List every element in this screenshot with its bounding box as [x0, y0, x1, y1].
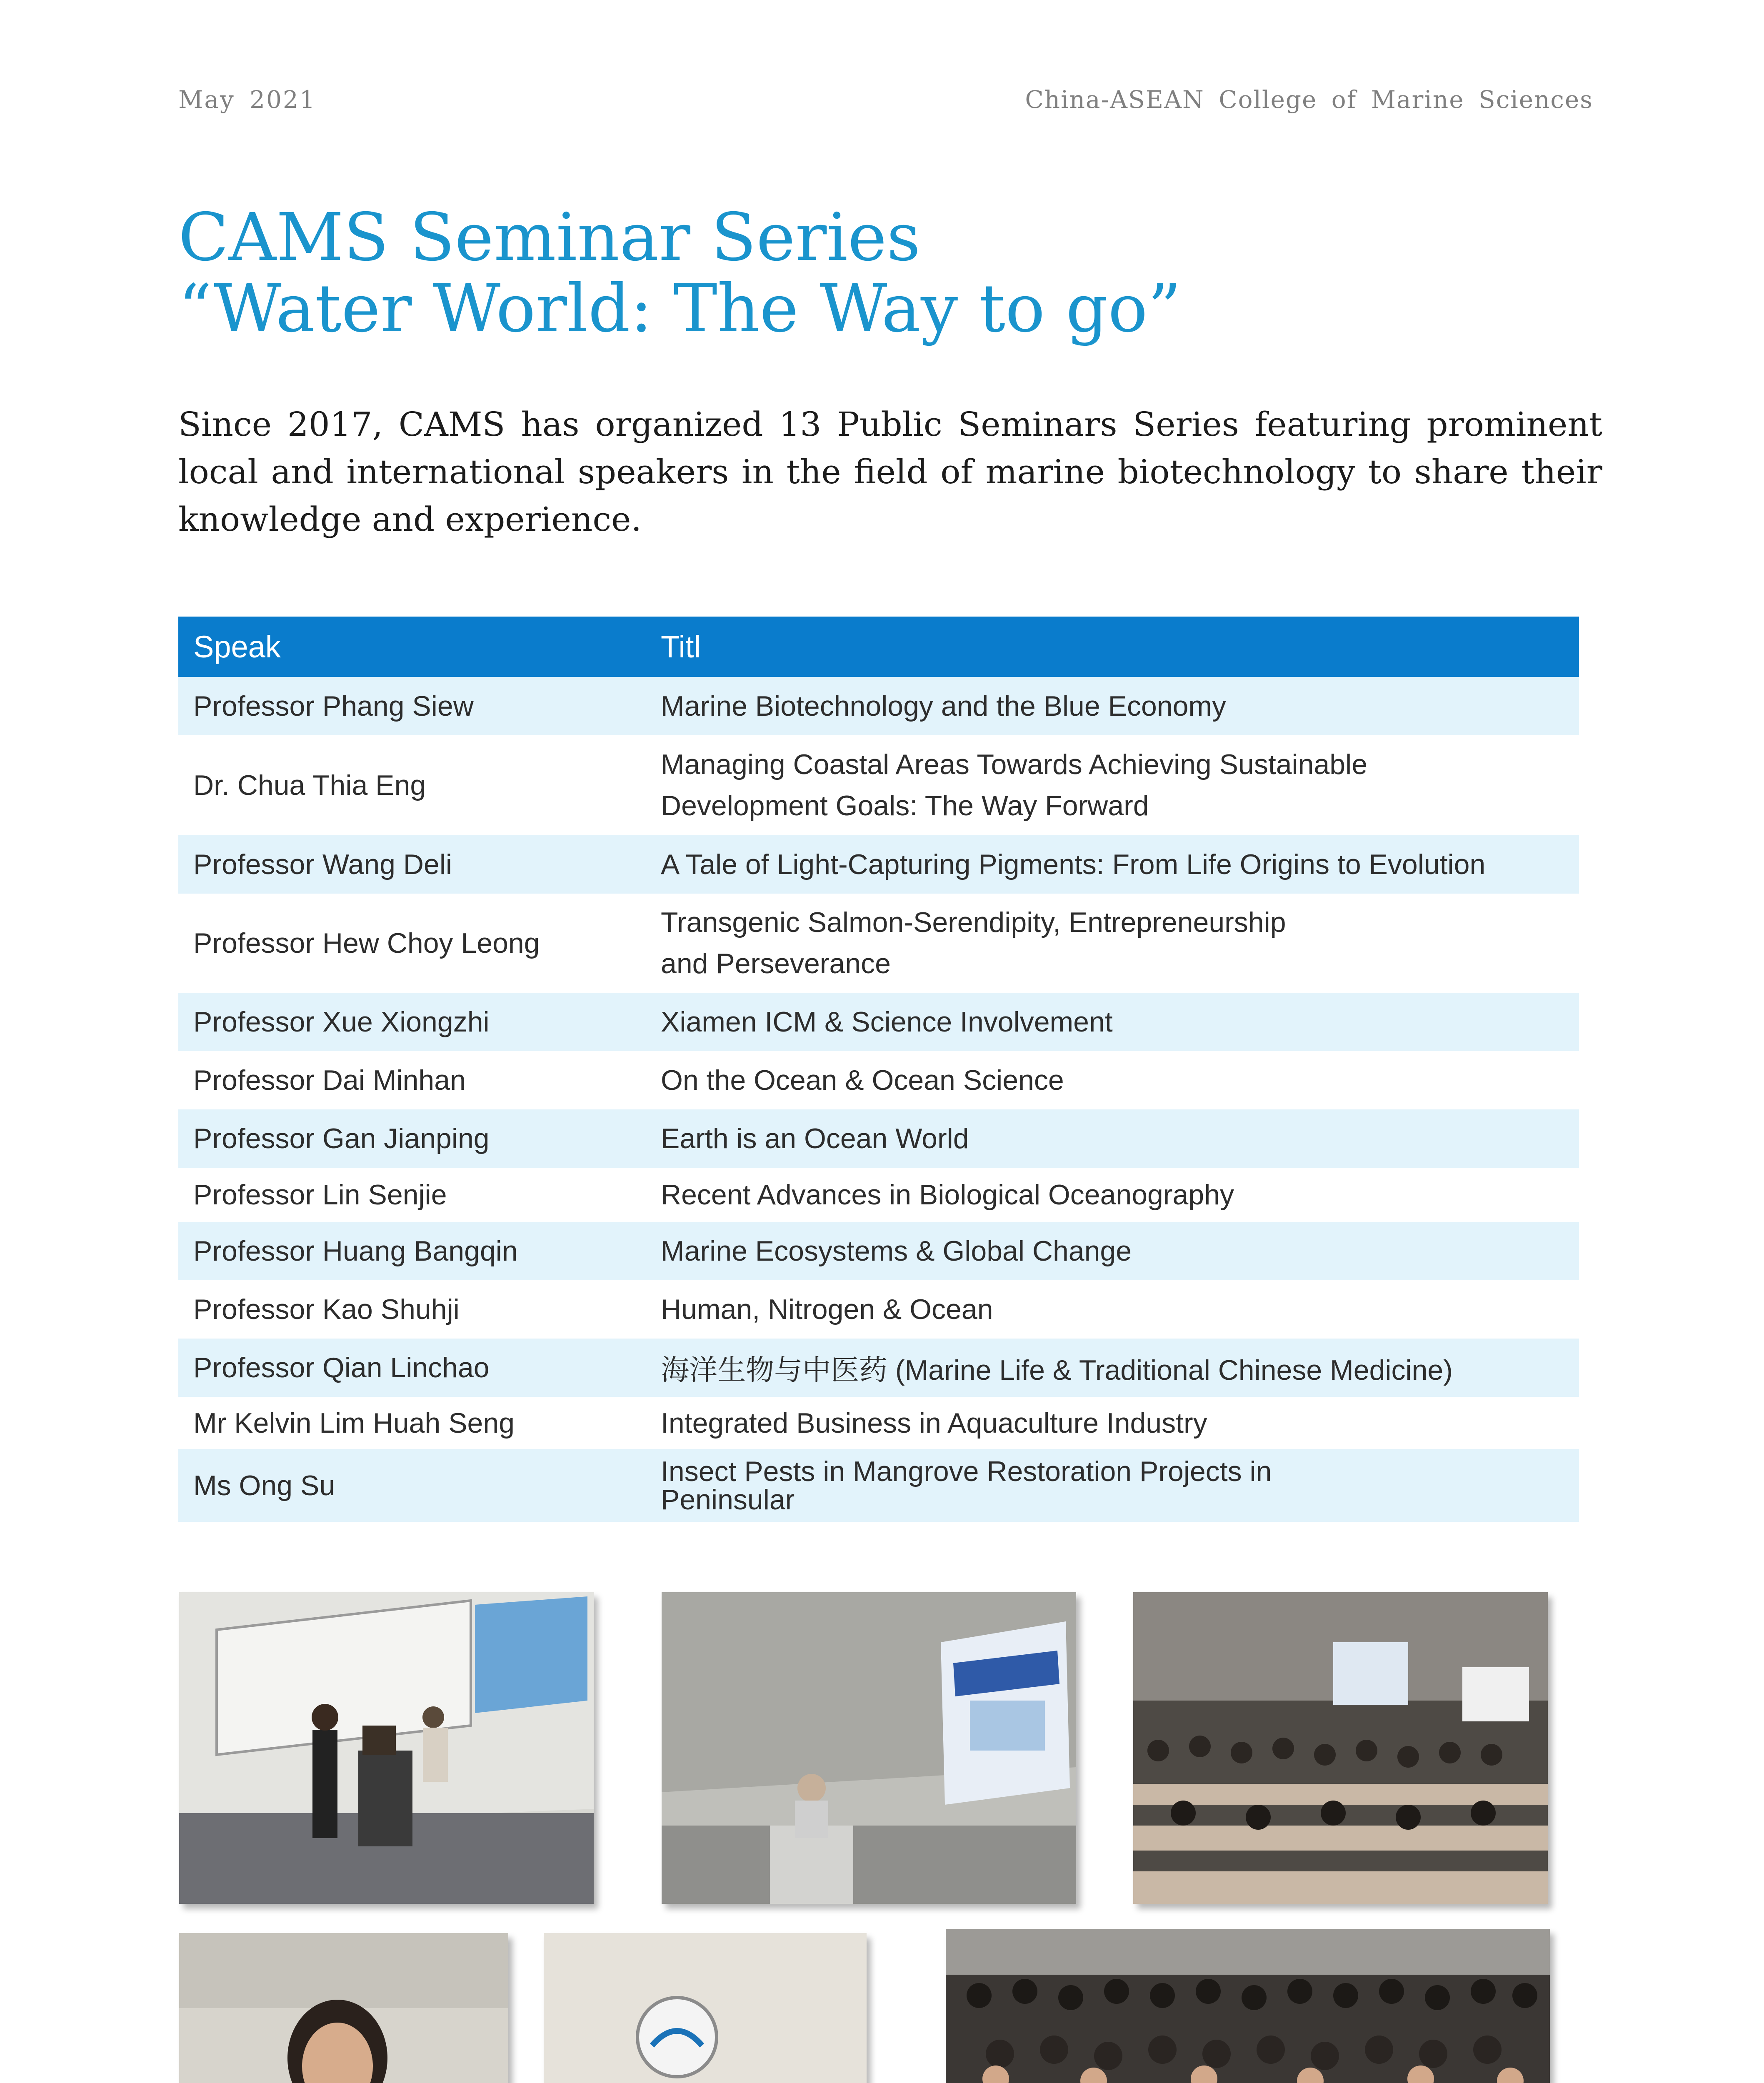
table-row [178, 1397, 1579, 1449]
table-row [178, 1168, 1579, 1222]
speaker-cell: Dr. Chua Thia Eng [193, 769, 426, 801]
title-cell: Human, Nitrogen & Ocean [661, 1294, 993, 1325]
seminar-table [178, 617, 1579, 1522]
table-row [178, 677, 1579, 735]
title-cell: Recent Advances in Biological Oceanography [661, 1179, 1234, 1211]
table-row [178, 1051, 1579, 1109]
title-cell [646, 1449, 1579, 1522]
table-row [178, 1449, 1579, 1522]
header-organization: China-ASEAN College of Marine Sciences [1025, 85, 1593, 114]
speaker-cell: Ms Ong Su [178, 1449, 646, 1522]
title-cell: Marine Biotechnology and the Blue Economy [646, 677, 1579, 735]
speaker-cell: Professor Kao Shuhji [193, 1294, 460, 1325]
speaker-cell: Professor Phang Siew [178, 677, 646, 735]
page-title [178, 199, 1182, 347]
seminar-photo-award-presentation [544, 1933, 867, 2083]
intro-paragraph: Since 2017, CAMS has organized 13 Public Seminars Series featuring prominent local and international speakers in the field of marine biotechnology to share their knowledge and experience. [178, 405, 1602, 539]
table-row [178, 993, 1579, 1051]
seminar-photo-lecture-room [179, 1592, 594, 1904]
seminar-photo-speaker-microphone [179, 1933, 508, 2083]
title-cell: Marine Ecosystems & Global Change [646, 1222, 1579, 1280]
title-cell: Xiamen ICM & Science Involvement [646, 993, 1579, 1051]
title-cell [646, 735, 1579, 835]
title-line: Transgenic Salmon-Serendipity, Entrepreneurship [661, 907, 1286, 939]
title-line: Peninsular [661, 1484, 795, 1516]
title-line: and Perseverance [661, 948, 891, 979]
table-row [178, 1109, 1579, 1168]
speaker-cell: Professor Hew Choy Leong [193, 927, 540, 959]
title-line-1: CAMS Seminar Series [178, 199, 921, 276]
title-cell: 海洋生物与中医药 (Marine Life & Traditional Chinese Medicine) [646, 1339, 1579, 1397]
speaker-cell: Professor Dai Minhan [193, 1064, 466, 1096]
speaker-cell: Professor Wang Deli [178, 835, 646, 894]
title-line: Insect Pests in Mangrove Restoration Projects in [661, 1455, 1272, 1487]
header-date: May 2021 [178, 85, 316, 114]
seminar-photo-audience [1133, 1592, 1548, 1904]
title-cell [646, 894, 1579, 993]
table-row [178, 894, 1579, 993]
table-row [178, 1222, 1579, 1280]
table-row [178, 835, 1579, 894]
header-title: Titl [646, 617, 1579, 677]
speaker-cell: Professor Lin Senjie [193, 1179, 447, 1211]
title-cell: A Tale of Light-Capturing Pigments: From Life Origins to Evolution [646, 835, 1579, 894]
seminar-photo-presenter [662, 1592, 1076, 1904]
speaker-cell: Professor Xue Xiongzhi [178, 993, 646, 1051]
header-speaker: Speak [178, 617, 646, 677]
speaker-cell: Professor Huang Bangqin [178, 1222, 646, 1280]
seminar-photo-group [946, 1929, 1550, 2083]
title-cell: Integrated Business in Aquaculture Industry [661, 1407, 1207, 1439]
speaker-cell: Mr Kelvin Lim Huah Seng [193, 1407, 515, 1439]
title-line-2: “Water World: The Way to go” [178, 270, 1182, 347]
speaker-cell: Professor Gan Jianping [178, 1109, 646, 1168]
speaker-cell: Professor Qian Linchao [178, 1339, 646, 1397]
title-line: Development Goals: The Way Forward [661, 790, 1149, 822]
table-row [178, 1280, 1579, 1339]
table-row [178, 735, 1579, 835]
table-header-row [178, 617, 1579, 677]
table-row [178, 1339, 1579, 1397]
title-line: Managing Coastal Areas Towards Achieving Sustainable [661, 749, 1368, 781]
title-cell: On the Ocean & Ocean Science [661, 1064, 1064, 1096]
title-cell: Earth is an Ocean World [646, 1109, 1579, 1168]
